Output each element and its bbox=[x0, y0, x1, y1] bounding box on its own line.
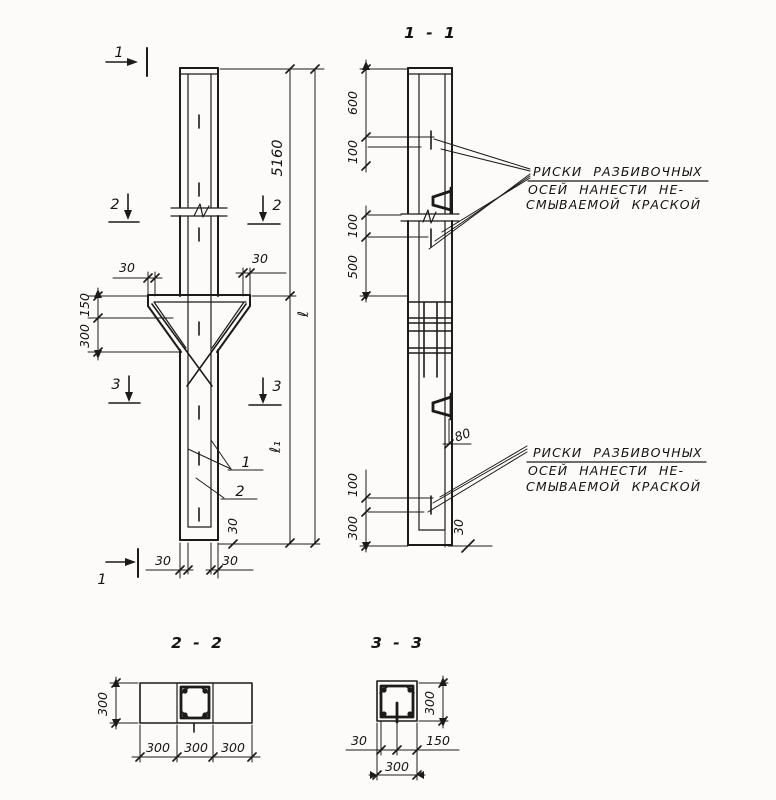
note-upper-line3: СМЫВАЕМОЙ КРАСКОЙ bbox=[526, 197, 702, 212]
dim-80-label: 80 bbox=[452, 425, 473, 445]
section-mark-3-right: 3 bbox=[272, 379, 282, 395]
section-mark-1-bottom: 1 bbox=[97, 572, 107, 588]
dim-2-2-w2-label: 300 bbox=[184, 740, 208, 755]
dim-30-corbel-right-label: 30 bbox=[252, 251, 268, 266]
dim-30-bottom-face-label: 30 bbox=[225, 518, 240, 534]
front-item-labels bbox=[188, 440, 263, 500]
section-mark-2-right: 2 bbox=[272, 198, 282, 214]
section-1-1-column-outline bbox=[401, 68, 459, 545]
section-3-3-view bbox=[346, 634, 459, 780]
front-view bbox=[77, 45, 324, 588]
front-length-dimensions bbox=[218, 65, 324, 548]
dim-3-3-half-label: 150 bbox=[426, 733, 450, 748]
dim-100-top-label: 100 bbox=[345, 140, 360, 164]
front-corbel-height-dims bbox=[77, 288, 180, 360]
section-1-1-bottom-cover bbox=[445, 519, 492, 552]
front-column-outline bbox=[148, 68, 250, 540]
dim-100-mid-label: 100 bbox=[345, 214, 360, 238]
dim-30-s1-label: 30 bbox=[451, 519, 466, 535]
dim-5160-label: 5160 bbox=[270, 139, 286, 177]
section-1-1-view bbox=[345, 24, 708, 552]
note-upper-line2: ОСЕЙ НАНЕСТИ НЕ- bbox=[528, 182, 685, 197]
dim-30-bottom-right-label: 30 bbox=[222, 553, 238, 568]
section-2-2-view bbox=[95, 634, 260, 762]
dim-300-bottom-label: 300 bbox=[345, 516, 360, 540]
front-bottom-cover-dims bbox=[146, 543, 253, 578]
dim-2-2-w3-label: 300 bbox=[221, 740, 245, 755]
dim-2-2-w1-label: 300 bbox=[146, 740, 170, 755]
lifting-hook-upper bbox=[433, 188, 451, 213]
section-mark-2-left: 2 bbox=[110, 197, 120, 213]
item-mark-2: 2 bbox=[235, 484, 245, 500]
dim-3-3-cover-label: 30 bbox=[351, 733, 367, 748]
dim-100-bottom-label: 100 bbox=[345, 473, 360, 497]
dim-300-label: 300 bbox=[77, 324, 92, 348]
section-2-2-title: 2 - 2 bbox=[171, 634, 225, 652]
front-section-marks bbox=[97, 45, 281, 588]
section-3-3-title: 3 - 3 bbox=[371, 634, 425, 652]
note-lower bbox=[428, 445, 706, 512]
item-mark-1: 1 bbox=[241, 455, 251, 471]
note-upper bbox=[429, 139, 708, 249]
dim-2-2-height-label: 300 bbox=[95, 692, 110, 716]
note-lower-line2: ОСЕЙ НАНЕСТИ НЕ- bbox=[528, 463, 685, 478]
dim-3-3-width-label: 300 bbox=[385, 759, 409, 774]
note-lower-line3: СМЫВАЕМОЙ КРАСКОЙ bbox=[526, 479, 702, 494]
dim-30-corbel-left-label: 30 bbox=[119, 260, 135, 275]
dim-3-3-height-label: 300 bbox=[422, 691, 437, 715]
note-lower-line1: РИСКИ РАЗБИВОЧНЫХ bbox=[533, 445, 703, 460]
dim-500-label: 500 bbox=[345, 255, 360, 279]
note-upper-line1: РИСКИ РАЗБИВОЧНЫХ bbox=[533, 164, 703, 179]
dim-l-label: ℓ bbox=[296, 311, 312, 317]
section-mark-3-left: 3 bbox=[111, 377, 121, 393]
section-1-1-title: 1 - 1 bbox=[404, 24, 458, 42]
section-1-1-dimension-chains bbox=[345, 60, 434, 552]
section-mark-1-top: 1 bbox=[114, 45, 124, 61]
front-corbel-cover-dims bbox=[113, 251, 286, 296]
dim-600-label: 600 bbox=[345, 91, 360, 115]
dim-150-label: 150 bbox=[77, 293, 92, 317]
dim-l1-label: ℓ₁ bbox=[268, 441, 284, 453]
dim-30-bottom-left-label: 30 bbox=[155, 553, 171, 568]
